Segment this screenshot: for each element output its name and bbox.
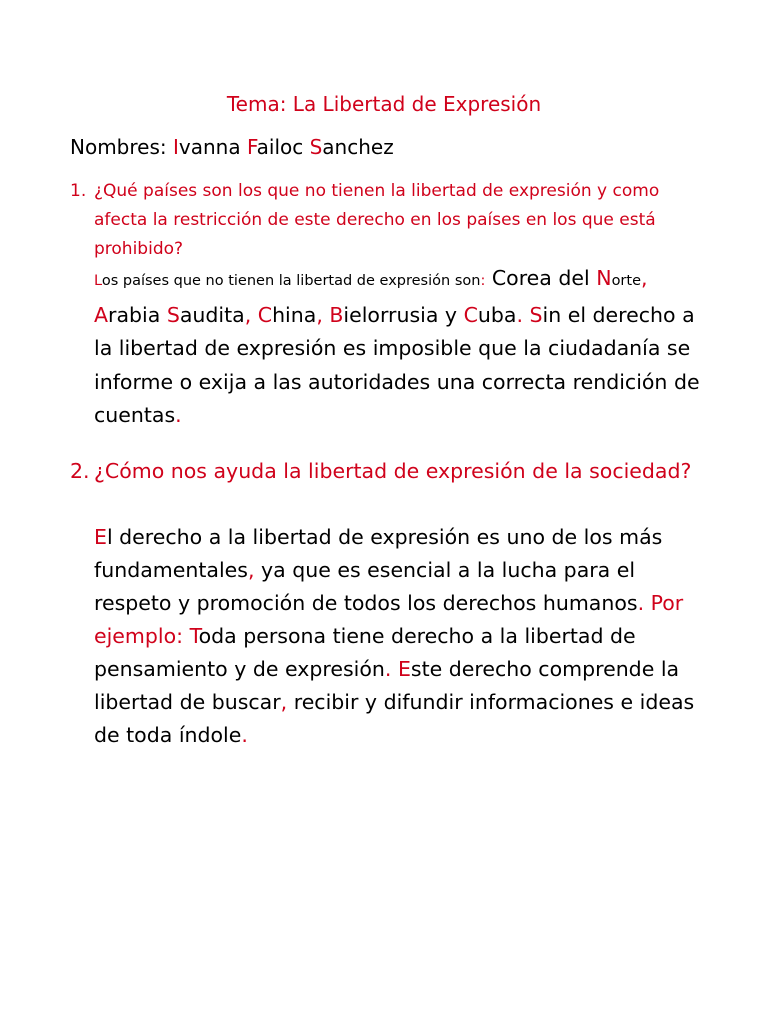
answer-1-part: rabia	[108, 302, 167, 327]
answer-2-part: .	[637, 591, 645, 615]
names-second-rest: ailoc	[256, 135, 304, 159]
answer-1-part: hina	[272, 302, 317, 327]
names-first-rest: vanna	[178, 135, 241, 159]
names-third-rest: anchez	[322, 135, 394, 159]
answer-2	[94, 521, 714, 752]
answer-1-part: , C	[244, 302, 273, 327]
answer-1-part: . S	[516, 302, 543, 327]
names-label: Nombres:	[70, 135, 167, 159]
answer-2-part: ,	[280, 690, 288, 714]
student-names	[70, 135, 394, 159]
answer-1-part: C	[463, 302, 478, 327]
answer-1-part: uba	[477, 302, 517, 327]
question-2-number: 2.	[70, 459, 90, 483]
answer-2-part: oda persona tiene derecho a la libertad de pensamiento y de expresión	[94, 624, 636, 681]
document-title: Tema: La Libertad de Expresión	[226, 92, 542, 116]
answer-1-part: ielorrusia y	[343, 302, 464, 327]
answer-1-part: os países que no tienen la libertad de expresión son	[101, 273, 481, 289]
answer-1-part: L	[94, 273, 102, 289]
names-initial-f: F	[246, 135, 257, 159]
answer-2-part: ya que es esencial a la lucha para el respeto y promoción de todos los derechos humanos	[94, 558, 638, 615]
answer-1-part: S	[166, 302, 180, 327]
names-initial-i: I	[172, 135, 179, 159]
answer-1-part: orte	[611, 273, 642, 289]
answer-1-part: , A	[94, 266, 648, 327]
answer-1-part: .	[175, 403, 182, 427]
answer-2-part: ,	[247, 558, 255, 582]
answer-2-part: ste derecho comprende la libertad de buscar	[94, 657, 680, 714]
question-1	[70, 177, 710, 264]
answer-2-part: recibir y difundir informaciones e ideas de toda índole	[94, 690, 695, 747]
question-1-number: 1.	[70, 181, 87, 201]
answer-1-part: audita	[179, 302, 245, 327]
answer-1-part: N	[596, 266, 612, 290]
question-2	[70, 455, 720, 488]
answer-1-part: Corea del	[485, 266, 597, 290]
answer-2-part: l derecho a la libertad de expresión es uno de los más fundamentales	[94, 525, 663, 582]
question-2-text: ¿Cómo nos ayuda la libertad de expresión de la sociedad?	[94, 459, 692, 483]
answer-2-part: .	[241, 723, 248, 747]
answer-1	[94, 262, 714, 433]
answer-2-part: Por ejemplo: T	[94, 591, 684, 648]
names-initial-s: S	[309, 135, 323, 159]
answer-1-part: in el derecho a la libertad de expresión es imposible que la ciudadanía se informe o exija a las autoridades una correcta rendición de cuentas	[94, 302, 700, 427]
answer-2-part: . E	[384, 657, 411, 681]
question-1-text: ¿Qué países son los que no tienen la libertad de expresión y como afecta la restricción de este derecho en los países en los que está prohibido?	[94, 181, 660, 259]
answer-1-part: , B	[316, 302, 344, 327]
answer-1-part: :	[480, 273, 486, 289]
answer-2-part: E	[94, 525, 107, 549]
